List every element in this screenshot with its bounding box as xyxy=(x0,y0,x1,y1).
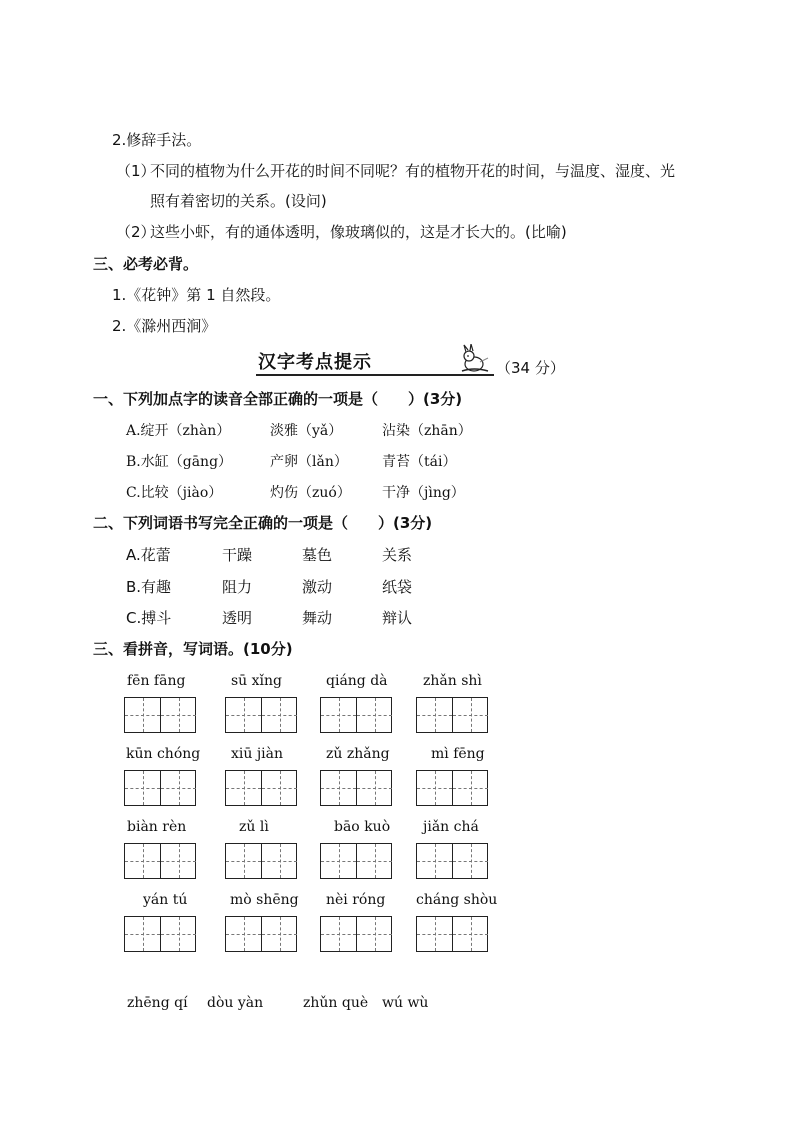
rhetoric-item-num: （2） xyxy=(116,223,156,241)
pinyin-label: cháng shòu xyxy=(416,892,498,908)
pinyin-label: bāo kuò xyxy=(334,819,391,835)
writing-grid[interactable] xyxy=(124,770,196,806)
q1-option: 产卵（lǎn） xyxy=(270,454,348,470)
pinyin-label: nèi róng xyxy=(326,892,386,908)
banner-underline xyxy=(256,374,494,376)
rhetoric-heading: 2.修辞手法。 xyxy=(112,131,202,149)
q2-option: 激动 xyxy=(302,578,333,596)
pinyin-label: biàn rèn xyxy=(127,819,187,835)
pinyin-label: zǔ lì xyxy=(239,819,269,835)
rabbit-icon xyxy=(458,344,492,374)
pinyin-label: wú wù xyxy=(382,995,429,1011)
writing-grid[interactable] xyxy=(320,843,392,879)
pinyin-label: zhǎn shì xyxy=(423,673,482,689)
pinyin-label: xiū jiàn xyxy=(231,746,284,762)
q1-option: 沾染（zhān） xyxy=(382,423,472,439)
pinyin-label: yán tú xyxy=(143,892,188,908)
writing-grid[interactable] xyxy=(124,916,196,952)
writing-grid[interactable] xyxy=(416,843,488,879)
rhetoric-item-num: （1） xyxy=(116,162,156,180)
writing-grid[interactable] xyxy=(124,697,196,733)
rhetoric-item-text: 不同的植物为什么开花的时间不同呢？有的植物开花的时间，与温度、湿度、光 xyxy=(150,162,676,180)
writing-grid[interactable] xyxy=(416,916,488,952)
q2-option: 透明 xyxy=(222,609,253,627)
writing-grid[interactable] xyxy=(320,770,392,806)
writing-grid[interactable] xyxy=(225,770,297,806)
q1-option: C.比较（jiào） xyxy=(126,485,223,501)
q2-heading: 二、下列词语书写完全正确的一项是（ ）(3分) xyxy=(93,514,433,532)
pinyin-label: qiáng dà xyxy=(326,673,388,689)
q2-option: 关系 xyxy=(382,546,413,564)
writing-grid[interactable] xyxy=(225,916,297,952)
q1-heading: 一、下列加点字的读音全部正确的一项是（ ）(3分) xyxy=(93,390,463,408)
pinyin-label: mì fēng xyxy=(431,746,485,762)
pinyin-label: dòu yàn xyxy=(207,995,264,1011)
q2-option: 辩认 xyxy=(382,609,413,627)
memorize-item: 2.《滁州西涧》 xyxy=(112,317,217,335)
q2-option: 干躁 xyxy=(222,546,253,564)
q2-option: C.搏斗 xyxy=(126,609,172,627)
pinyin-label: kūn chóng xyxy=(126,746,201,762)
q1-option: 灼伤（zuó） xyxy=(270,485,351,501)
pinyin-label: zhǔn què xyxy=(303,995,369,1011)
q2-option: 纸袋 xyxy=(382,578,413,596)
memorize-heading: 三、必考必背。 xyxy=(93,255,199,273)
q1-option: 淡雅（yǎ） xyxy=(270,423,343,439)
q2-option: A.花蕾 xyxy=(126,546,171,564)
q1-option: 干净（jìng） xyxy=(382,485,465,501)
pinyin-label: fēn fāng xyxy=(127,673,186,689)
q2-option: B.有趣 xyxy=(126,578,172,596)
pinyin-label: zǔ zhǎng xyxy=(326,746,390,762)
writing-grid[interactable] xyxy=(225,843,297,879)
banner-score: （34 分） xyxy=(496,359,565,377)
banner-title: 汉字考点提示 xyxy=(258,352,372,373)
q2-option: 舞动 xyxy=(302,609,333,627)
writing-grid[interactable] xyxy=(124,843,196,879)
pinyin-label: mò shēng xyxy=(230,892,299,908)
rhetoric-item-text: 这些小虾，有的通体透明，像玻璃似的，这是才长大的。(比喻) xyxy=(150,223,567,241)
pinyin-label: sū xǐng xyxy=(231,673,283,689)
q2-option: 阻力 xyxy=(222,578,253,596)
pinyin-label: jiǎn chá xyxy=(423,819,479,835)
q2-option: 墓色 xyxy=(302,546,333,564)
q1-option: 青苔（tái） xyxy=(382,454,457,470)
writing-grid[interactable] xyxy=(225,697,297,733)
q3-heading: 三、看拼音，写词语。(10分) xyxy=(93,640,293,658)
rhetoric-item-text-cont: 照有着密切的关系。(设问) xyxy=(150,192,327,210)
writing-grid[interactable] xyxy=(416,770,488,806)
q1-option: B.水缸（gāng） xyxy=(126,454,233,470)
memorize-item: 1.《花钟》第 1 自然段。 xyxy=(112,286,281,304)
writing-grid[interactable] xyxy=(320,697,392,733)
writing-grid[interactable] xyxy=(320,916,392,952)
q1-option: A.绽开（zhàn） xyxy=(126,423,231,439)
pinyin-label: zhēng qí xyxy=(127,995,188,1011)
writing-grid[interactable] xyxy=(416,697,488,733)
